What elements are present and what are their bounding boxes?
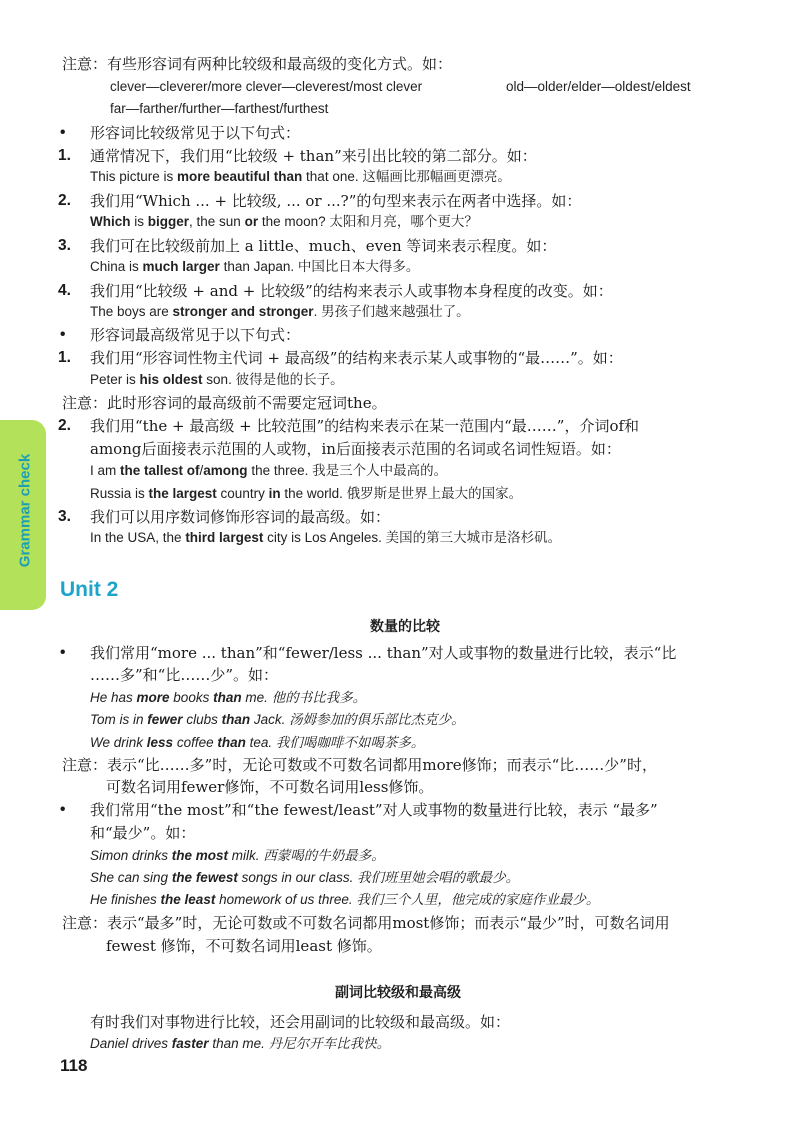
adverb-rule: 有时我们对事物进行比较，还会用副词的比较级和最高级。如： xyxy=(90,1013,511,1031)
item-number: 4. xyxy=(58,282,71,299)
superlative-example-1: Peter is his oldest son. 彼得是他的长子。 xyxy=(90,372,344,387)
superlative-example-2a: I am the tallest of/among the three. 我是三个人中最高的。 xyxy=(90,463,448,478)
quantity-rule-2-cont: 和“最少”。如： xyxy=(90,824,196,842)
superlative-example-2b: Russia is the largest country in the world. 俄罗斯是世界上最大的国家。 xyxy=(90,486,523,501)
comparative-example-2: Which is bigger, the sun or the moon? 太阳和月亮，哪个更大？ xyxy=(90,214,478,229)
comparative-rule-2: 我们用“Which ... + 比较级, ... or ...?”的句型来表示在两者中选择。如： xyxy=(90,192,582,210)
quantity-example: Simon drinks the most milk. 西蒙喝的牛奶最多。 xyxy=(90,848,385,863)
quantity-example: He has more books than me. 他的书比我多。 xyxy=(90,690,367,705)
quantity-example: He finishes the least homework of us three. 我们三个人里，他完成的家庭作业最少。 xyxy=(90,892,600,907)
bullet: • xyxy=(60,326,66,343)
adverb-example: Daniel drives faster than me. 丹尼尔开车比我快。 xyxy=(90,1036,391,1051)
bullet: • xyxy=(60,644,66,661)
section-heading-adverb: 副词比较级和最高级 xyxy=(335,985,461,1001)
comparative-rule-1: 通常情况下，我们用“比较级 + than”来引出比较的第二部分。如： xyxy=(90,147,537,165)
superlative-intro: 形容词最高级常见于以下句式： xyxy=(90,326,301,344)
note-more-less: 注意：表示“比……多”时，无论可数或不可数名词都用more修饰；而表示“比……少”时， xyxy=(62,756,657,774)
item-number: 1. xyxy=(58,147,71,164)
quantity-example: She can sing the fewest songs in our class. 我们班里她会唱的歌最少。 xyxy=(90,870,520,885)
comparative-example-1: This picture is more beautiful than that one. 这幅画比那幅画更漂亮。 xyxy=(90,169,511,184)
bullet: • xyxy=(60,124,66,141)
superlative-rule-2: 我们用“the + 最高级 + 比较范围”的结构来表示在某一范围内“最……”，介词of和 xyxy=(90,417,640,435)
grammar-check-tab xyxy=(0,420,46,610)
comparative-rule-3: 我们可在比较级前加上 a little、much、even 等词来表示程度。如： xyxy=(90,237,557,255)
quantity-example: Tom is in fewer clubs than Jack. 汤姆参加的俱乐部比杰克少。 xyxy=(90,712,465,727)
comparative-example-3: China is much larger than Japan. 中国比日本大得多。 xyxy=(90,259,420,274)
comparative-intro: 形容词比较级常见于以下句式： xyxy=(90,124,301,142)
bullet: • xyxy=(60,801,66,818)
quantity-rule-1-cont: ……多”和“比……少”。如： xyxy=(90,666,279,684)
example-clever: clever—cleverer/more clever—cleverest/most clever xyxy=(110,79,423,94)
note-definite-article: 注意：此时形容词的最高级前不需要定冠词the。 xyxy=(62,394,387,412)
comparative-rule-4: 我们用“比较级 + and + 比较级”的结构来表示人或事物本身程度的改变。如： xyxy=(90,282,613,300)
superlative-rule-2-cont: among后面接表示范围的人或物，in后面接表示范围的名词或名词性短语。如： xyxy=(90,440,621,458)
example-far: far—farther/further—farthest/furthest xyxy=(110,101,329,116)
section-heading-quantity: 数量的比较 xyxy=(370,619,440,635)
note-most-least: 注意：表示“最多”时，无论可数或不可数名词都用most修饰；而表示“最少”时，可数名词用 xyxy=(62,914,670,932)
item-number: 2. xyxy=(58,192,71,209)
example-old: old—older/elder—oldest/eldest xyxy=(506,79,691,94)
note-forms: 注意：有些形容词有两种比较级和最高级的变化方式。如： xyxy=(62,55,453,73)
quantity-example: We drink less coffee than tea. 我们喝咖啡不如喝茶多。 xyxy=(90,735,425,750)
comparative-example-4: The boys are stronger and stronger. 男孩子们越来越强壮了。 xyxy=(90,304,470,319)
item-number: 3. xyxy=(58,508,71,525)
superlative-example-3: In the USA, the third largest city is Los Angeles. 美国的第三大城市是洛杉矶。 xyxy=(90,530,562,545)
note-most-least-cont: fewest 修饰，不可数名词用least 修饰。 xyxy=(106,937,382,955)
note-more-less-cont: 可数名词用fewer修饰，不可数名词用less修饰。 xyxy=(106,778,434,796)
superlative-rule-3: 我们可以用序数词修饰形容词的最高级。如： xyxy=(90,508,391,526)
quantity-rule-2: 我们常用“the most”和“the fewest/least”对人或事物的数量进行比较，表示 “最多” xyxy=(90,801,658,819)
unit-title: Unit 2 xyxy=(60,578,119,601)
page-number: 118 xyxy=(60,1056,88,1075)
item-number: 3. xyxy=(58,237,71,254)
tab-label: Grammar check xyxy=(16,453,34,568)
superlative-rule-1: 我们用“形容词性物主代词 + 最高级”的结构来表示某人或事物的“最……”。如： xyxy=(90,349,623,367)
item-number: 2. xyxy=(58,417,71,434)
quantity-rule-1: 我们常用“more ... than”和“fewer/less ... than”对人或事物的数量进行比较，表示“比 xyxy=(90,644,677,662)
item-number: 1. xyxy=(58,349,71,366)
